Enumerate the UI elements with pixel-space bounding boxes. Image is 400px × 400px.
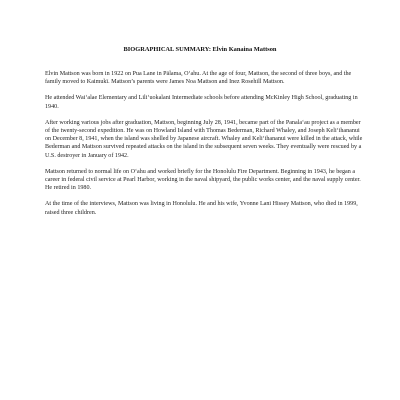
paragraph-howland-island: After working various jobs after graduation, Mattson, beginning July 28, 1941, became part of the Panala‘au project as a member of the twenty-second expedition. He was on Howland Island with Thomas Bederman, Richard Whaley, and Joseph Keli‘ihananui on December 8, 1941, when the island was shelled by Japanese aircraft. Whaley and Keli‘ihananui were killed in the attack, while Bederman and Mattson survived repeated attacks on the island in the subsequent seven weeks. They eventually were rescued by a U.S. destroyer in January of 1942. [45, 119, 363, 159]
paragraph-career: Mattson returned to normal life on O‘ahu and worked briefly for the Honolulu Fire Department. Beginning in 1943, he began a career in federal civil service at Pearl Harbor, working in the naval shipyard, the public works center, and the naval supply center. He retired in 1980. [45, 168, 361, 192]
paragraph-birth: Elvin Mattson was born in 1922 on Pua Lane in Pālama, O‘ahu. At the age of four, Mattson, the second of three boys, and the family moved to Kaimukī. Mattson’s parents were James Noa Mattson and Inez Rosehill Mattson. [45, 71, 352, 86]
document-title: BIOGRAPHICAL SUMMARY: Elvin Kanaina Mattson [123, 46, 277, 53]
paragraph-schooling: He attended Wai‘alae Elementary and Lili‘uokalani Intermediate schools before attending McKinley High School, graduating in 1940. [45, 95, 358, 110]
document-body [45, 70, 365, 225]
paragraph-family: At the time of the interviews, Mattson was living in Honolulu. He and his wife, Yvonne Lani Hissey Mattson, who died in 1999, raised three children. [45, 201, 358, 216]
